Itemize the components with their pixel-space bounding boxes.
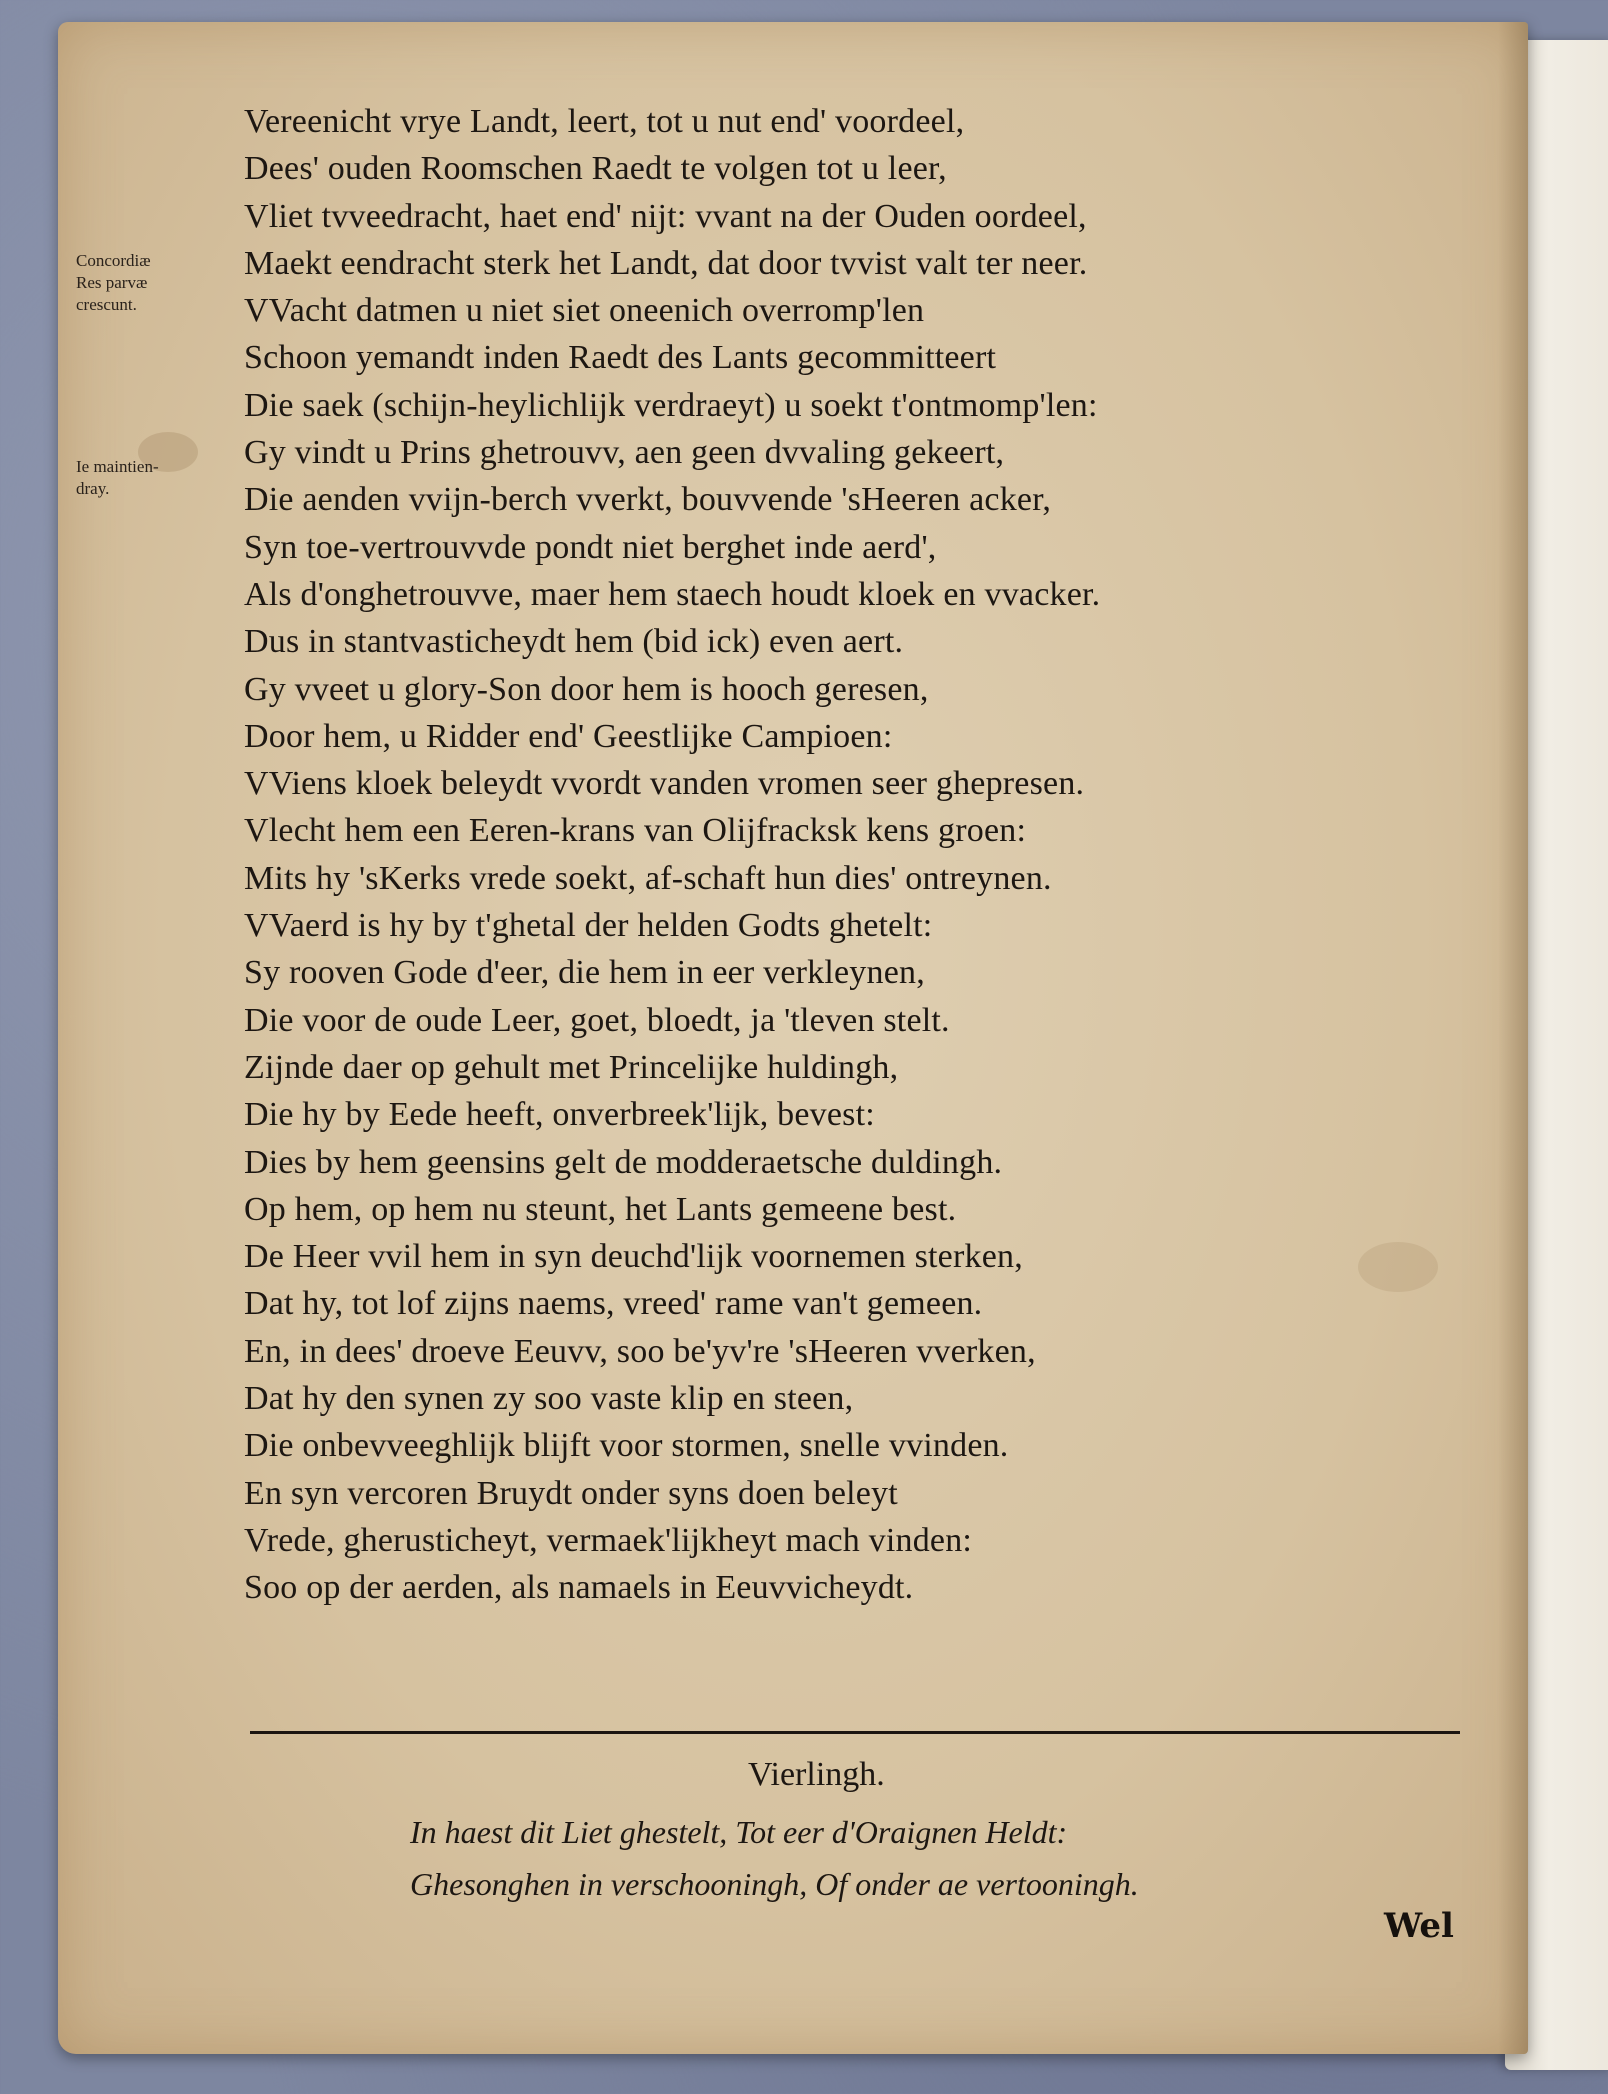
marginal-line: Concordiæ [76, 251, 151, 270]
poem-line: Dat hy den synen zy soo vaste klip en steen, [244, 1380, 854, 1418]
poem-line: Als d'onghetrouvve, maer hem staech houdt kloek en vvacker. [244, 575, 1101, 613]
poem-line: De Heer vvil hem in syn deuchd'lijk voornemen sterken, [244, 1238, 1023, 1276]
marginal-note-concordia [76, 250, 176, 316]
poem-line: Vereenicht vrye Landt, leert, tot u nut end' voordeel, [244, 103, 965, 140]
author-signature: Vierlingh. [748, 1756, 885, 1793]
marginal-line: crescunt. [76, 295, 137, 314]
marginal-note-motto [76, 456, 176, 500]
catchword: Wel [1384, 1906, 1454, 1946]
poem-line: Die saek (schijn-heylichlijk verdraeyt) u soekt t'ontmomp'len: [244, 386, 1098, 424]
marginal-line: Res parvæ [76, 273, 148, 292]
poem-line: Die voor de oude Leer, goet, bloedt, ja 'tleven stelt. [244, 1001, 950, 1039]
horizontal-rule [250, 1731, 1460, 1734]
closing-line: In haest dit Liet ghestelt, Tot eer d'Oraignen Heldt: [410, 1814, 1068, 1850]
poem-line: Gy vindt u Prins ghetrouvv, aen geen dvvaling gekeert, [244, 434, 1005, 472]
poem-line: Dees' ouden Roomschen Raedt te volgen tot u leer, [244, 150, 947, 188]
poem-line: Op hem, op hem nu steunt, het Lants gemeene best. [244, 1190, 957, 1228]
poem-line: Schoon yemandt inden Raedt des Lants gecommitteert [244, 339, 997, 377]
poem-line: Zijnde daer op gehult met Princelijke huldingh, [244, 1048, 899, 1086]
poem-line: Maekt eendracht sterk het Landt, dat door tvvist valt ter neer. [244, 244, 1088, 282]
marginal-line: Ie maintien- [76, 457, 159, 476]
poem-line: Dus in stantvasticheydt hem (bid ick) even aert. [244, 623, 904, 661]
poem-line: Dat hy, tot lof zijns naems, vreed' rame van't gemeen. [244, 1285, 983, 1323]
poem-line: Die hy by Eede heeft, onverbreek'lijk, bevest: [244, 1096, 875, 1134]
poem-line: Soo op der aerden, als namaels in Eeuvvicheydt. [244, 1569, 914, 1607]
poem-line: Vrede, gherusticheyt, vermaek'lijkheyt mach vinden: [244, 1521, 973, 1559]
poem-line: Die onbevveeghlijk blijft voor stormen, snelle vvinden. [244, 1427, 1009, 1465]
poem-line: Vlecht hem een Eeren-krans van Olijfracksk kens groen: [244, 812, 1027, 850]
poem-body [244, 98, 1100, 1612]
poem-line: Vliet tvveedracht, haet end' nijt: vvant na der Ouden oordeel, [244, 197, 1087, 235]
closing-couplet [410, 1806, 1139, 1910]
poem-line: En, in dees' droeve Eeuvv, soo be'yv're 'sHeeren vverken, [244, 1332, 1036, 1370]
poem-line: En syn vercoren Bruydt onder syns doen beleyt [244, 1474, 898, 1512]
poem-line: Sy rooven Gode d'eer, die hem in eer verkleynen, [244, 954, 925, 992]
poem-line: Die aenden vvijn-berch vverkt, bouvvende 'sHeeren acker, [244, 481, 1052, 519]
closing-line: Ghesonghen in verschooningh, Of onder ae vertooningh. [410, 1866, 1139, 1902]
marginal-line: dray. [76, 479, 110, 498]
poem-line: Door hem, u Ridder end' Geestlijke Campioen: [244, 717, 893, 755]
poem-line: VVacht datmen u niet siet oneenich overromp'len [244, 292, 925, 330]
poem-line: Syn toe-vertrouvvde pondt niet berghet inde aerd', [244, 528, 937, 566]
poem-line: Dies by hem geensins gelt de modderaetsche duldingh. [244, 1143, 1003, 1181]
paper-stain [1358, 1242, 1438, 1292]
poem-line: Mits hy 'sKerks vrede soekt, af-schaft hun dies' ontreynen. [244, 859, 1052, 897]
poem-line: VVaerd is hy by t'ghetal der helden Godts ghetelt: [244, 907, 933, 945]
poem-line: VViens kloek beleydt vvordt vanden vromen seer ghepresen. [244, 765, 1085, 803]
poem-line: Gy vveet u glory-Son door hem is hooch geresen, [244, 670, 929, 708]
